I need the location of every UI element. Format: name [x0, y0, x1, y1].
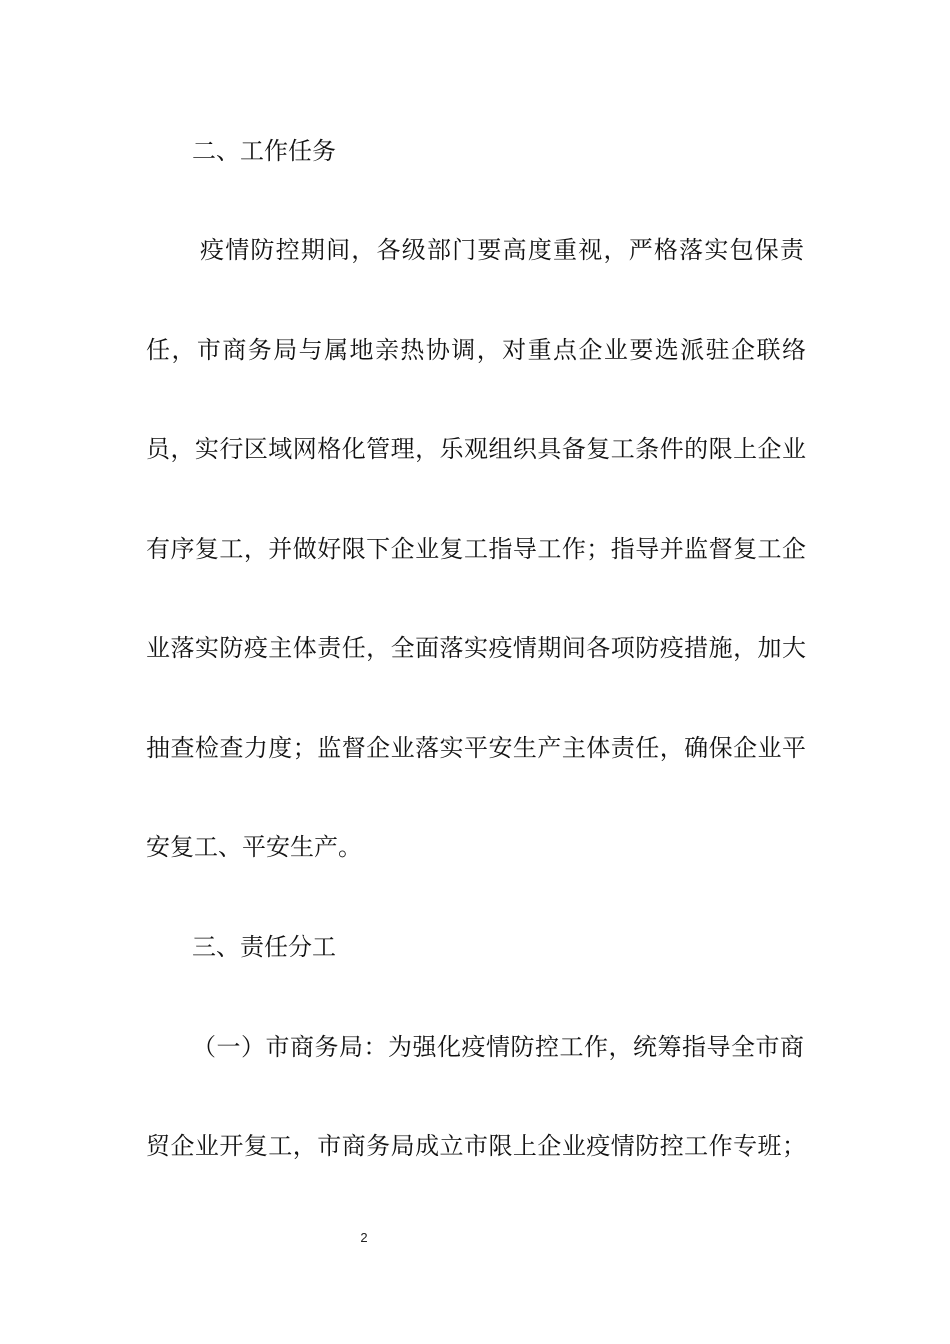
paragraph-line: 任，市商务局与属地亲热协调，对重点企业要选派驻企联络 [146, 336, 806, 364]
paragraph-line: 业落实防疫主体责任，全面落实疫情期间各项防疫措施，加大 [146, 634, 806, 662]
paragraph-line: 有序复工，并做好限下企业复工指导工作；指导并监督复工企 [146, 535, 806, 563]
paragraph-line: 贸企业开复工，市商务局成立市限上企业疫情防控工作专班； [146, 1132, 806, 1160]
paragraph-line: 抽查检查力度；监督企业落实平安生产主体责任，确保企业平 [146, 734, 806, 762]
section-heading-responsibilities: 三、责任分工 [192, 933, 336, 961]
paragraph-line: 安复工、平安生产。 [146, 833, 362, 861]
section-heading-work-tasks: 二、工作任务 [192, 137, 336, 165]
page-number: 2 [360, 1230, 368, 1245]
paragraph-line: 疫情防控期间，各级部门要高度重视，严格落实包保责 [200, 236, 804, 264]
paragraph-line: （一）市商务局：为强化疫情防控工作，统筹指导全市商 [192, 1033, 804, 1061]
paragraph-line: 员，实行区域网格化管理，乐观组织具备复工条件的限上企业 [146, 435, 806, 463]
